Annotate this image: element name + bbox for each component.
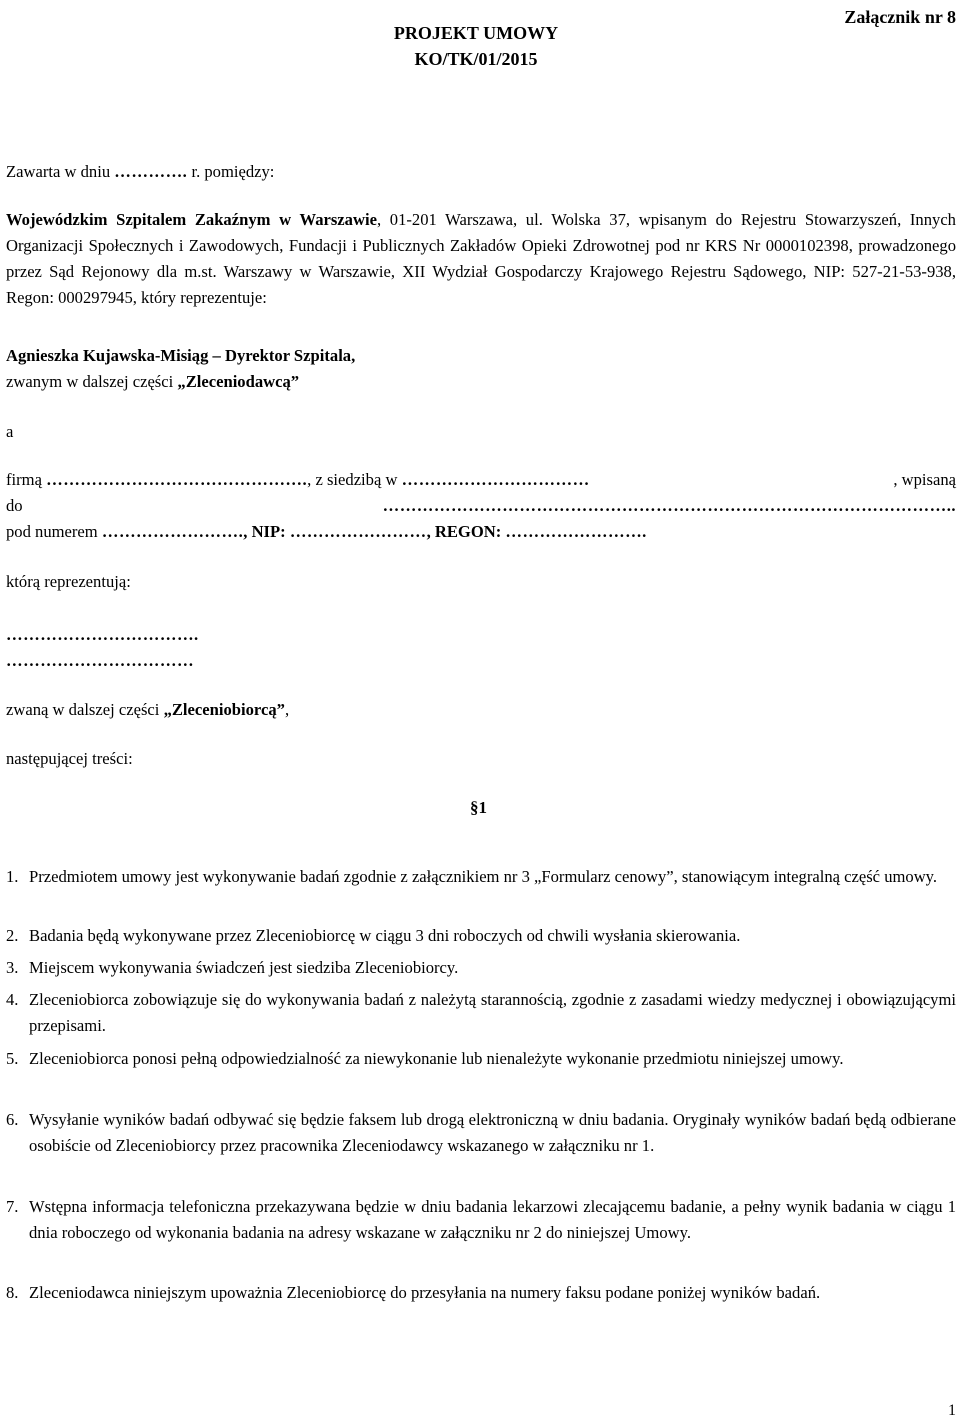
- conjunction: a: [6, 422, 14, 441]
- party2-to-line: [6, 493, 956, 519]
- list-item-number: 8.: [6, 1283, 19, 1302]
- list-item-text: Zleceniobiorca ponosi pełną odpowiedzialność za niewykonanie lub nienależyte wykonanie przedmiotu niniejszej umowy.: [29, 1049, 844, 1068]
- list-item: [6, 864, 956, 890]
- list-item-number: 2.: [6, 926, 19, 945]
- regon-label: , REGON:: [426, 522, 506, 541]
- list-item-text: Badania będą wykonywane przez Zleceniobiorcę w ciągu 3 dni roboczych od chwili wysłania skierowania.: [29, 926, 741, 945]
- list-item-number: 5.: [6, 1049, 19, 1068]
- rep-dots-1: …………………………….: [6, 625, 199, 644]
- representative-role: [6, 369, 956, 395]
- list-item-text: Miejscem wykonywania świadczeń jest siedziba Zleceniobiorcy.: [29, 958, 459, 977]
- representative-name: Agnieszka Kujawska-Misiąg – Dyrektor Szpitala,: [6, 346, 356, 365]
- party1-details: , 01-201 Warszawa, ul. Wolska 37, wpisanym do Rejestru Stowarzyszeń, Innych Organizacji Społecznych i Zawodowych, Fundacji i Publicznych Zakładów Opieki Zdrowotnej pod nr KRS Nr 0000102398, prowadzonego przez Sąd Rejonowy dla m.st. Warszawy w Warszawie, XII Wydział Gospodarczy Krajowego Rejestru Sądowego, NIP: 527-21-53-938, Regon: 000297945, który reprezentuje:: [6, 210, 956, 307]
- page-number: 1: [948, 1402, 956, 1419]
- number-label: pod numerem: [6, 522, 102, 541]
- representative-role-name: „Zleceniodawcą”: [177, 372, 300, 391]
- called-suffix: ,: [284, 700, 290, 719]
- date-prefix: Zawarta w dniu: [6, 162, 115, 181]
- number-dots: …………………….: [101, 522, 244, 541]
- list-item-number: 7.: [6, 1197, 19, 1216]
- to-label: do: [6, 496, 23, 515]
- title-line-2: KO/TK/01/2015: [414, 49, 538, 69]
- list-item: [6, 1280, 956, 1306]
- document-page: [6, 0, 956, 1424]
- list-item-number: 4.: [6, 990, 19, 1009]
- list-item: [6, 987, 956, 1039]
- date-suffix: r. pomiędzy:: [187, 162, 275, 181]
- list-item: [6, 1107, 956, 1159]
- following-content: następującej treści:: [6, 749, 133, 768]
- title-line-1: PROJEKT UMOWY: [393, 23, 559, 43]
- representative-block: [6, 343, 956, 395]
- list-item: [6, 955, 956, 981]
- nip-dots: ……………………: [289, 522, 427, 541]
- list-item-text: Wysyłanie wyników badań odbywać się będzie faksem lub drogą elektroniczną w dniu badania. Oryginały wyników badań będą odbierane osobiście od Zleceniobiorcy przez pracownika Zleceniodawcy wskazanego w załączniku nr 1.: [29, 1110, 956, 1155]
- party1-paragraph: [6, 207, 956, 311]
- list-item-text: Zleceniobiorca zobowiązuje się do wykonywania badań z należytą starannością, zgodnie z zasadami wiedzy medycznej i obowiązującymi przepisami.: [29, 990, 956, 1035]
- list-item: [6, 923, 956, 949]
- party2-block: [6, 467, 956, 545]
- list-item: [6, 1194, 956, 1246]
- firm-label: firmą: [6, 470, 47, 489]
- list-item: [6, 1046, 956, 1072]
- document-title: [6, 20, 956, 72]
- rep-dots-block: [6, 622, 956, 674]
- registered-label: , wpisaną: [893, 470, 956, 489]
- party2-firm-line: [6, 467, 956, 493]
- seat-dots: ……………………………: [401, 470, 590, 489]
- called-prefix: zwaną w dalszej części: [6, 700, 164, 719]
- party2-number-line: [6, 519, 956, 545]
- list-item-number: 6.: [6, 1110, 19, 1129]
- representative-role-prefix: zwanym w dalszej części: [6, 372, 178, 391]
- section-heading: §1: [470, 798, 487, 817]
- annex-label: Załącznik nr 8: [844, 7, 956, 27]
- rep-dots-2: ……………………………: [6, 651, 195, 670]
- called-name: „Zleceniobiorcą”: [163, 700, 285, 719]
- to-dots: ………………………………………………………………………………………..: [382, 496, 956, 515]
- nip-label: , NIP:: [243, 522, 290, 541]
- date-dots: ………….: [114, 162, 188, 181]
- list-item-text: Przedmiotem umowy jest wykonywanie badań zgodnie z załącznikiem nr 3 „Formularz cenowy”, stanowiącym integralną część umowy.: [29, 867, 938, 886]
- list-item-number: 3.: [6, 958, 19, 977]
- contractor-called: [6, 697, 956, 723]
- party1-name: Wojewódzkim Szpitalem Zakaźnym w Warszawie: [6, 210, 377, 229]
- represented-by: którą reprezentują:: [6, 572, 131, 591]
- list-item-number: 1.: [6, 867, 19, 886]
- list-item-text: Wstępna informacja telefoniczna przekazywana będzie w dniu badania lekarzowi zlecającemu badanie, a pełny wynik badania w ciągu 1 dnia roboczego od wykonania badania na adresy wskazane w załączniku nr 2 do niniejszej Umowy.: [29, 1197, 956, 1242]
- seat-label: , z siedzibą w: [307, 470, 402, 489]
- list-item-text: Zleceniodawca niniejszym upoważnia Zleceniobiorcę do przesyłania na numery faksu podane poniżej wyników badań.: [29, 1283, 821, 1302]
- date-line: [6, 159, 956, 185]
- regon-dots: …………………….: [505, 522, 647, 541]
- firm-dots: ……………………………………….: [46, 470, 308, 489]
